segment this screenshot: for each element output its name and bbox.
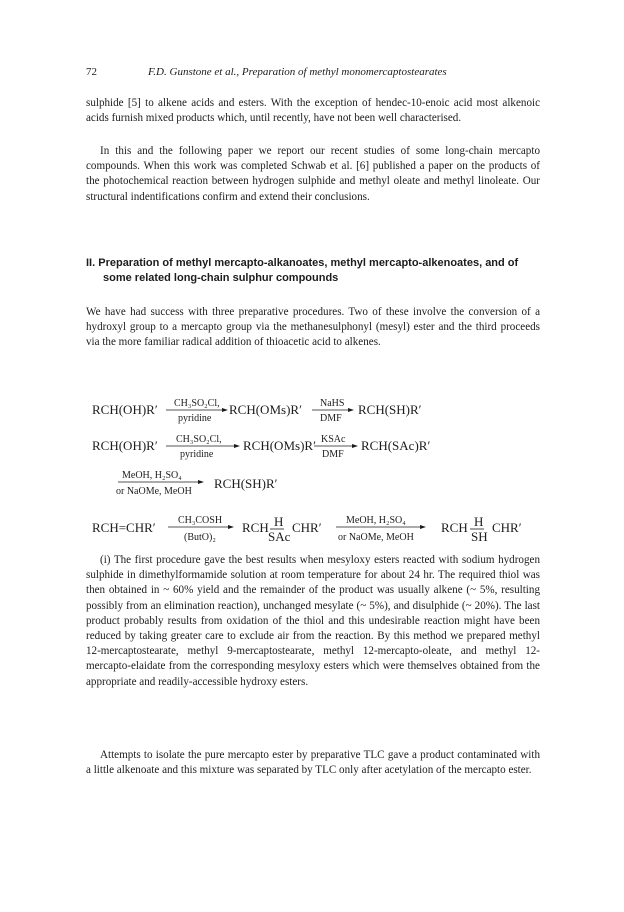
arrow-head [234, 444, 240, 448]
product-substituent: SH [471, 529, 488, 544]
reagent-label: CH₃COSH [178, 515, 223, 526]
methods-paragraph: We have had success with three preparative procedures. Two of these involve the conversion of a hydroxyl group to a mercapto group via the methanesulphonyl (mesyl) ester and the third proceeds via the more familiar radical addition of thioacetic acid to alkenes. [86, 306, 540, 349]
intermediate-right: CHR′ [292, 520, 322, 535]
reaction-scheme-4 [0, 508, 624, 548]
results-paragraph-2: Attempts to isolate the pure mercapto ester by preparative TLC gave a product contaminated with a little alkenoate and this mixture was separated by TLC only after acetylation of the mercapto ester. [86, 749, 540, 777]
reagent-label: NaHS [320, 398, 345, 409]
reaction-scheme-3 [0, 460, 624, 500]
reactant: RCH(OH)R′ [92, 402, 158, 417]
intermediate-hydrogen: H [274, 514, 284, 529]
product-hydrogen: H [474, 514, 484, 529]
reagent-label: or NaOMe, MeOH [338, 532, 414, 543]
page-number: 72 [86, 66, 97, 78]
section-title-line1: Preparation of methyl mercapto-alkanoates, methyl mercapto-alkenoates, and of [98, 257, 519, 269]
arrow-head [222, 408, 228, 412]
intermediate-substituent: SAc [268, 529, 291, 544]
arrow-head [198, 480, 204, 484]
product-left: RCH [441, 520, 468, 535]
intro-paragraph-2: In this and the following paper we report our recent studies of some long-chain mercapto compounds. When this work was completed Schwab et al. [6] published a paper on the products of the photochemical reaction between hydrogen sulphide and methyl oleate and methyl linoleate. Our structural indentifications confirm and extend their conclusions. [86, 145, 540, 203]
intermediate: RCH(OMs)R′ [243, 438, 316, 453]
running-title: F.D. Gunstone et al., Preparation of methyl monomercaptostearates [148, 66, 447, 78]
intermediate-left: RCH [242, 520, 269, 535]
arrow-head [420, 525, 426, 529]
reagent-label: or NaOMe, MeOH [116, 486, 192, 497]
reagent-label: KSAc [321, 434, 346, 445]
product: RCH(SH)R′ [358, 402, 422, 417]
reaction-scheme-2 [0, 424, 624, 464]
product-right: CHR′ [492, 520, 522, 535]
reagent-label: (ButO)₂ [184, 532, 216, 543]
reagent-label: pyridine [178, 413, 212, 424]
intro-paragraph-1: sulphide [5] to alkene acids and esters. With the exception of hendec-10-enoic acid most alkenoic acids furnish mixed products which, until recently, have not been well characterised. [86, 97, 540, 125]
section-heading [86, 256, 546, 286]
results-paragraph-1: (i) The first procedure gave the best results when mesyloxy esters reacted with sodium hydrogen sulphide in dimethylformamide solution at room temperature for about 24 hr. The required thiol was then obtained in ~ 60% yield and the remainder of the product was usually alkene (~ 5%, resulting possibly from an elimination reaction), unchanged mesylate (~ 5%), and disulphide (~ 20%). The last product probably results from oxidation of the thiol and this undesirable reaction might have been reduced by taking greater care to exclude air from the reaction. By this method we prepared methyl 12-mercaptostearate, methyl 9-mercaptostearate, methyl 12-mercapto-oleate, and methyl 12-mercapto-elaidate from the corresponding mesyloxy esters which were themselves obtained from the appropriate and readily-accessible hydroxy esters. [86, 554, 540, 688]
reagent-label: DMF [320, 413, 342, 424]
reaction-scheme-1 [0, 388, 624, 428]
reagent-label: pyridine [180, 449, 214, 460]
arrow-head [228, 525, 234, 529]
reagent-label: DMF [322, 449, 344, 460]
reactant: RCH(OH)R′ [92, 438, 158, 453]
reagent-label: MeOH, H₂SO₄ [346, 515, 406, 526]
product: RCH(SH)R′ [214, 476, 278, 491]
reagent-label: MeOH, H₂SO₄ [122, 470, 182, 481]
product: RCH(SAc)R′ [361, 438, 431, 453]
arrow-head [348, 408, 354, 412]
section-number: II. [86, 257, 96, 269]
section-title-line2: some related long-chain sulphur compounds [103, 272, 339, 284]
intermediate: RCH(OMs)R′ [229, 402, 302, 417]
arrow-head [352, 444, 358, 448]
reactant: RCH=CHR′ [92, 520, 156, 535]
reagent-label: CH₃SO₂Cl, [174, 398, 220, 409]
reagent-label: CH₃SO₂Cl, [176, 434, 222, 445]
